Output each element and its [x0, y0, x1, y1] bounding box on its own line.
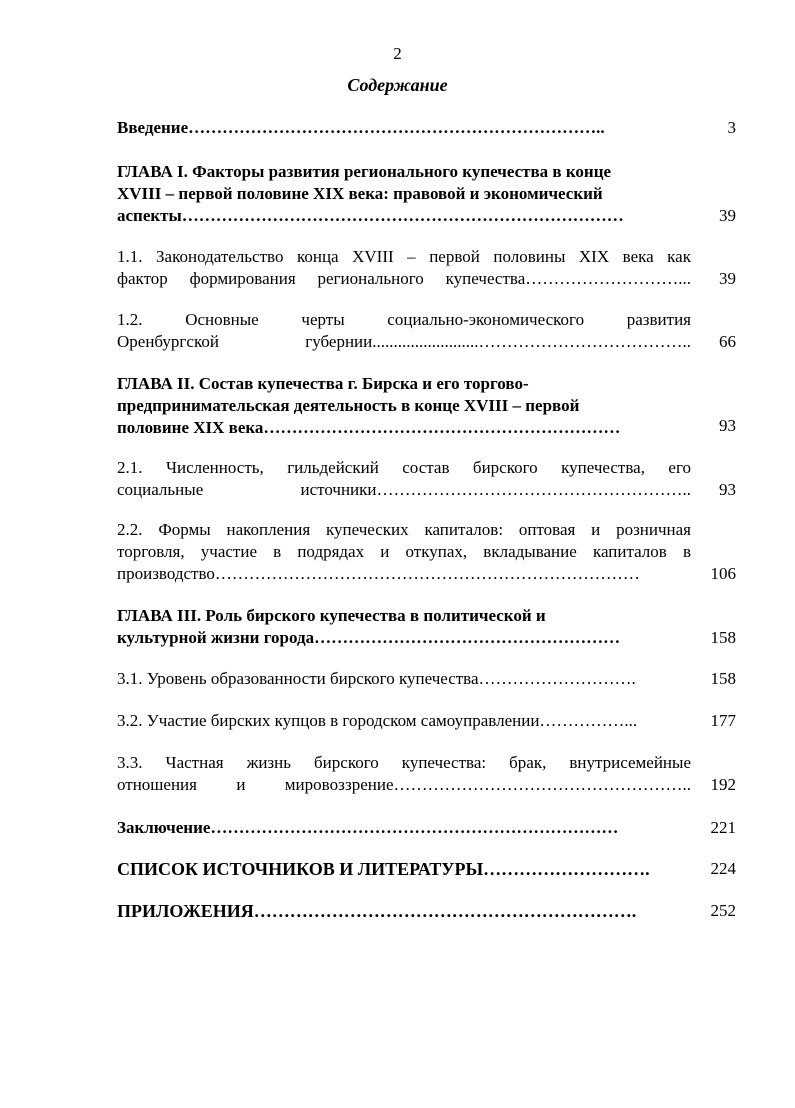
- toc-entry-section-2-2: [117, 519, 691, 585]
- toc-entry-line: торговля, участие в подрядах и откупах, вкладывание капиталов в: [117, 542, 691, 561]
- toc-page-ref: 39: [719, 269, 736, 288]
- toc-page-ref: 221: [710, 818, 736, 837]
- toc-entry-introduction: [117, 117, 691, 139]
- toc-entry-section-3-1: [117, 668, 691, 690]
- toc-entry-line: 3.3. Частная жизнь бирского купечества: брак, внутрисемейные: [117, 753, 691, 772]
- toc-entry-line: СПИСОК ИСТОЧНИКОВ И ЛИТЕРАТУРЫ……………………….: [117, 859, 650, 879]
- toc-page-ref: 3: [727, 118, 736, 137]
- toc-entry-line: половине XIX века………………………………………………………: [117, 418, 621, 437]
- toc-entry-line: аспекты……………………………………………………………………: [117, 206, 624, 225]
- toc-entry-line: ГЛАВА III. Роль бирского купечества в политической и: [117, 606, 546, 625]
- toc-page-ref: 224: [710, 859, 736, 878]
- toc-entry-line: 2.2. Формы накопления купеческих капиталов: оптовая и розничная: [117, 520, 691, 539]
- toc-entry-line: фактор формирования регионального купечества………………………...: [117, 269, 691, 288]
- toc-entry-conclusion: [117, 817, 691, 839]
- toc-entry-section-1-2: [117, 309, 691, 353]
- toc-page-ref: 39: [719, 206, 736, 225]
- page-number: 2: [393, 44, 402, 63]
- toc-page-ref: 158: [710, 669, 736, 688]
- toc-entry-line: культурной жизни города………………………………………………: [117, 628, 621, 647]
- toc-page-ref: 192: [710, 775, 736, 794]
- toc-entry-line: ГЛАВА II. Состав купечества г. Бирска и его торгово-: [117, 374, 529, 393]
- toc-entry-line: социальные источники………………………………………………..: [117, 480, 691, 499]
- toc-heading: Содержание: [347, 75, 448, 95]
- toc-entry-chapter-2: [117, 373, 691, 439]
- toc-entry-chapter-3: [117, 605, 691, 649]
- toc-entry-section-3-3: [117, 752, 691, 796]
- toc-entry-line: 3.2. Участие бирских купцов в городском самоуправлении……………...: [117, 711, 638, 730]
- toc-entry-line: Заключение………………………………………………………………: [117, 818, 619, 837]
- toc-entry-line: 2.1. Численность, гильдейский состав бирского купечества, его: [117, 458, 691, 477]
- toc-entry-line: отношения и мировоззрение……………………………………………..: [117, 775, 691, 794]
- toc-entry-section-3-2: [117, 710, 691, 732]
- toc-entry-appendices: [117, 900, 691, 922]
- toc-entry-line: предпринимательская деятельность в конце XVIII – первой: [117, 396, 580, 415]
- toc-entry-line: 3.1. Уровень образованности бирского купечества……………………….: [117, 669, 636, 688]
- toc-page-ref: 66: [719, 332, 736, 351]
- toc-entry-line: ПРИЛОЖЕНИЯ……………………………………………………….: [117, 901, 637, 921]
- toc-page-ref: 252: [710, 901, 736, 920]
- toc-page-ref: 93: [719, 480, 736, 499]
- toc-entry-section-2-1: [117, 457, 691, 501]
- toc-entry-line: Введение………………………………………………………………..: [117, 118, 605, 137]
- toc-entry-bibliography: [117, 858, 691, 880]
- toc-page-ref: 177: [710, 711, 736, 730]
- toc-entry-chapter-1: [117, 161, 691, 227]
- toc-page-ref: 106: [710, 564, 736, 583]
- toc-entry-line: 1.2. Основные черты социально-экономического развития: [117, 310, 691, 329]
- toc-entry-line: производство…………………………………………………………………: [117, 564, 640, 583]
- toc-entry-line: 1.1. Законодательство конца XVIII – первой половины XIX века как: [117, 247, 691, 266]
- toc-page-ref: 93: [719, 416, 736, 435]
- toc-page-ref: 158: [710, 628, 736, 647]
- toc-entry-line: ГЛАВА I. Факторы развития регионального купечества в конце: [117, 162, 612, 181]
- toc-entry-line: XVIII – первой половине XIX века: правовой и экономический: [117, 184, 603, 203]
- toc-entry-section-1-1: [117, 246, 691, 290]
- toc-entry-line: Оренбургской губернии.........................………………………………..: [117, 332, 691, 351]
